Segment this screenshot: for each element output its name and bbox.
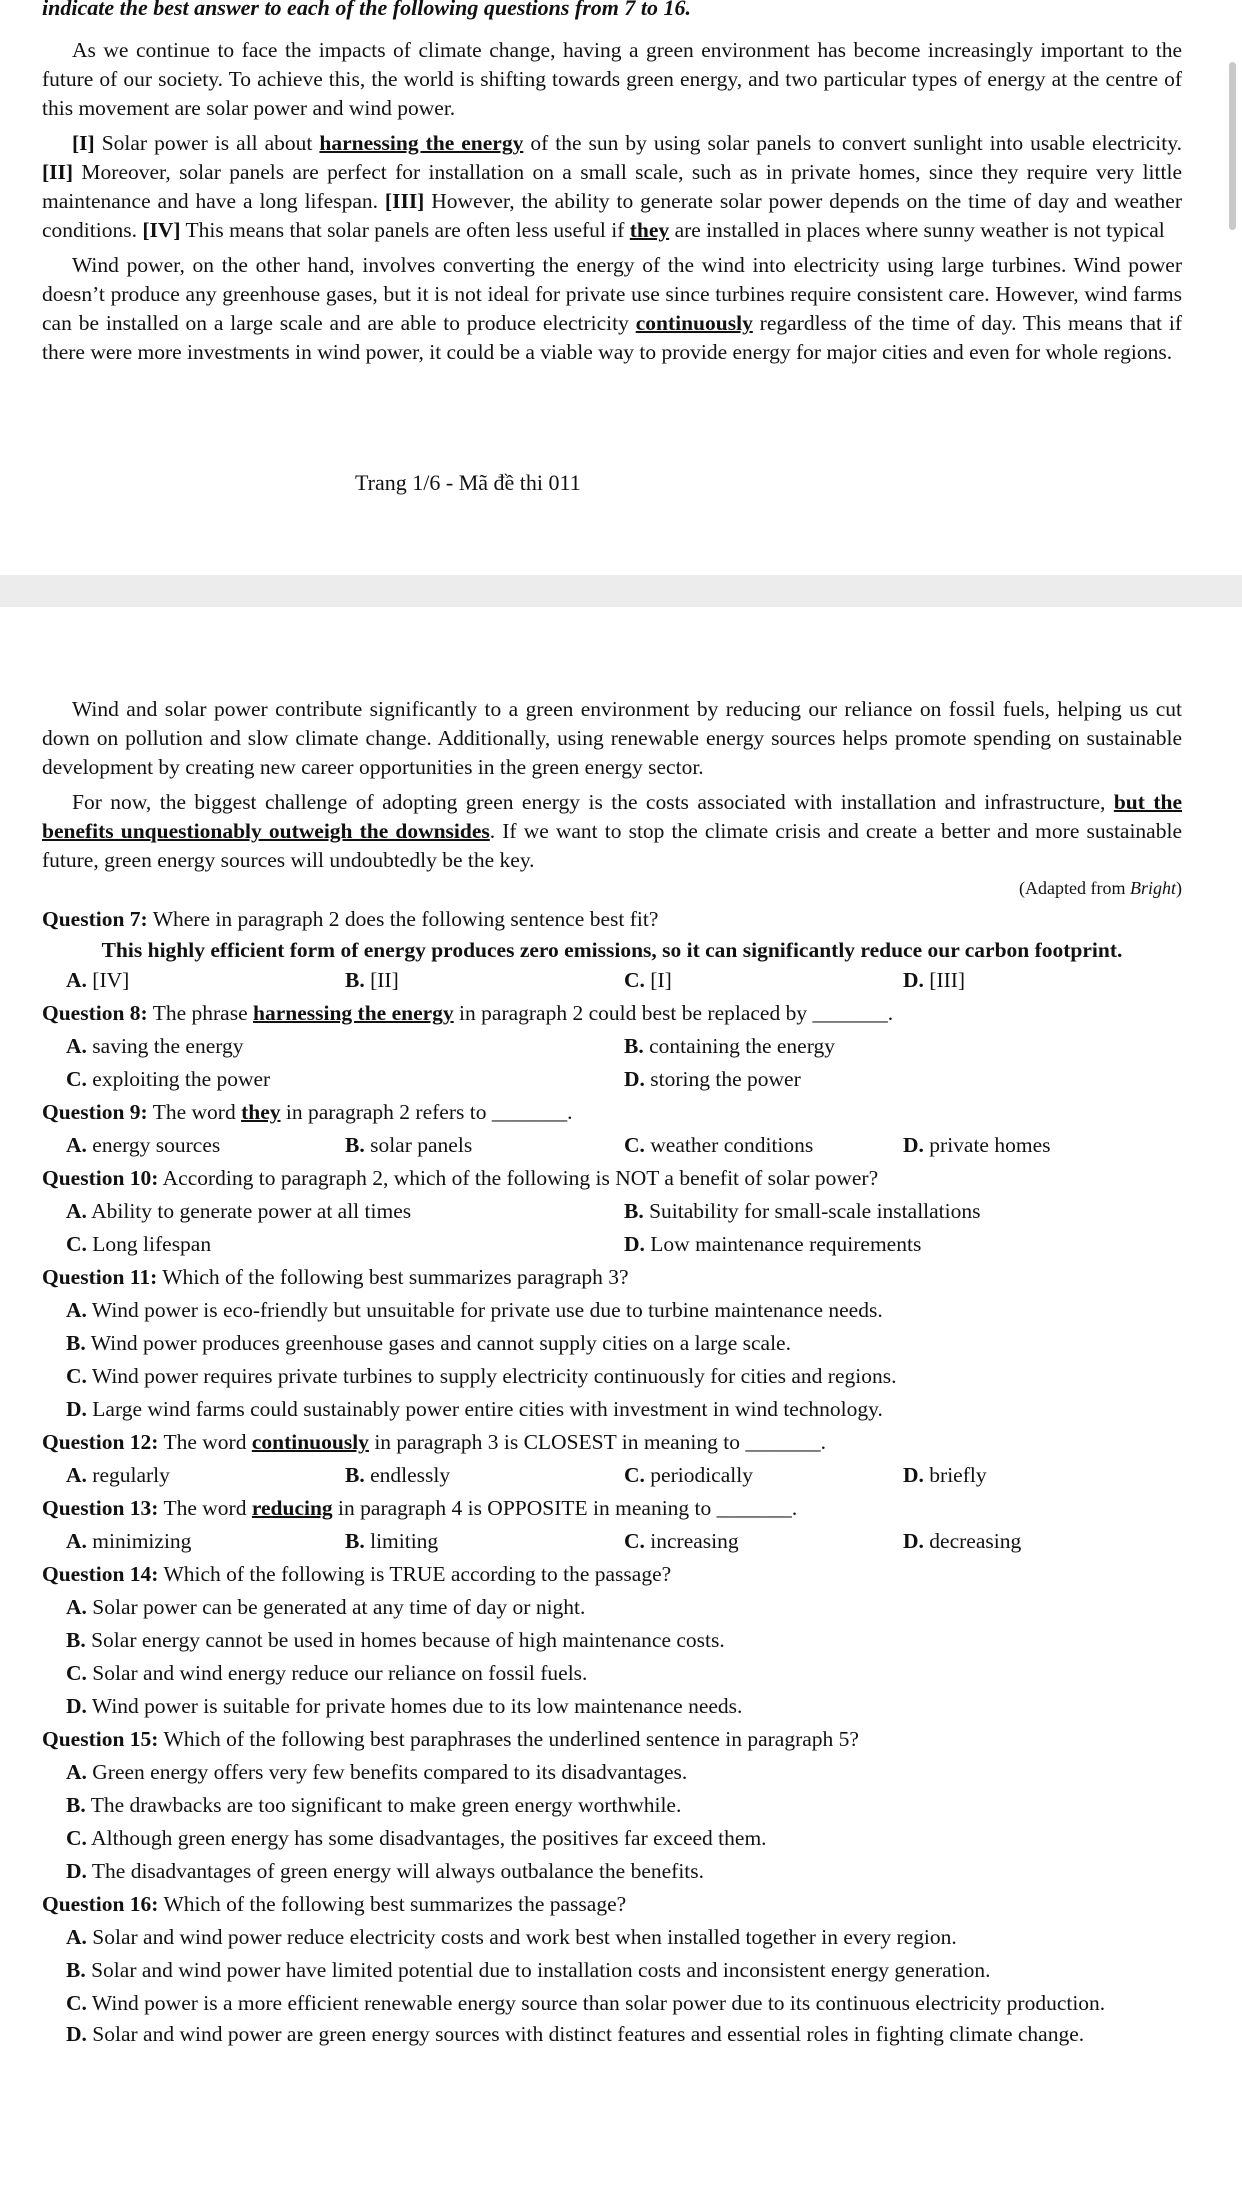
option-d[interactable]: D. private homes xyxy=(903,1133,1051,1157)
page-1 xyxy=(0,0,1242,575)
option-d[interactable]: D. The disadvantages of green energy will always outbalance the benefits. xyxy=(66,1859,705,1883)
option-c[interactable]: C. Wind power requires private turbines to supply electricity continuously for cities and regions. xyxy=(66,1364,897,1388)
page-footer: Trang 1/6 - Mã đề thi 011 xyxy=(355,470,581,495)
option-c[interactable]: C. Although green energy has some disadvantages, the positives far exceed them. xyxy=(66,1826,767,1850)
option-b[interactable]: B. Suitability for small-scale installations xyxy=(624,1199,981,1223)
option-b[interactable]: B. Solar and wind power have limited potential due to installation costs and inconsistent energy generation. xyxy=(66,1958,991,1982)
option-a[interactable]: A. Solar power can be generated at any time of day or night. xyxy=(66,1595,586,1619)
question-14: Question 14: Which of the following is TRUE according to the passage? A. Solar power can be generated at any time of day or night. B. Solar energy cannot be used in homes because of high maintenance costs. C. Solar and wind energy reduce our reliance on fossil fuels. D. Wind power is suitable for private homes due to its low maintenance needs. xyxy=(42,1558,1182,1723)
passage-top xyxy=(42,36,1182,373)
marker-3: [III] xyxy=(384,189,425,213)
option-c[interactable]: C. periodically xyxy=(624,1463,753,1487)
underlined-continuously: continuously xyxy=(635,311,753,335)
option-a[interactable]: A. saving the energy xyxy=(66,1034,244,1058)
scrollbar[interactable] xyxy=(1229,62,1236,230)
option-b[interactable]: B. [II] xyxy=(345,968,399,992)
option-b[interactable]: B. containing the energy xyxy=(624,1034,835,1058)
target-sentence: This highly efficient form of energy produces zero emissions, so it can significantly reduce our carbon footprint. xyxy=(101,938,1123,962)
option-a[interactable]: A. [IV] xyxy=(66,968,130,992)
marker-2: [II] xyxy=(42,160,74,184)
question-7: Question 7: Where in paragraph 2 does the following sentence best fit? This highly efficient form of energy produces zero emissions, so it can significantly reduce our carbon footprint. A. [IV] B. [II] C. [I] D. [III] xyxy=(42,903,1182,997)
question-16: Question 16: Which of the following best summarizes the passage? A. Solar and wind power reduce electricity costs and work best when installed together in every region. B. Solar and wind power have limited potential due to installation costs and inconsistent energy generation. C. Wind power is a more efficient renewable energy source than solar power due to its continuous electricity production. D. Solar and wind power are green energy sources with distinct features and essential roles in fighting climate change. xyxy=(42,1888,1182,2049)
option-b[interactable]: B. endlessly xyxy=(345,1463,451,1487)
underlined-sentence: but the benefits unquestionably outweigh the downsides xyxy=(42,790,1183,843)
underlined-term: continuously xyxy=(251,1430,369,1454)
option-c[interactable]: C. weather conditions xyxy=(624,1133,814,1157)
source-note: (Adapted from Bright) xyxy=(1019,878,1182,898)
marker-1: [I] xyxy=(72,131,95,155)
option-d[interactable]: D. Solar and wind power are green energy sources with distinct features and essential roles in fighting climate change. xyxy=(66,2022,1085,2046)
question-9: Question 9: The word they in paragraph 2 refers to _______. A. energy sources B. solar panels C. weather conditions D. private homes xyxy=(42,1096,1182,1162)
page-separator xyxy=(0,575,1242,607)
option-a[interactable]: A. Wind power is eco-friendly but unsuitable for private use due to turbine maintenance needs. xyxy=(66,1298,883,1322)
underlined-term: harnessing the energy xyxy=(253,1001,454,1025)
option-c[interactable]: C. Long lifespan xyxy=(66,1232,212,1256)
option-d[interactable]: D. briefly xyxy=(903,1463,987,1487)
option-a[interactable]: A. energy sources xyxy=(66,1133,221,1157)
paragraph-4: Wind and solar power contribute significantly to a green environment by reducing our reliance on fossil fuels, helping us cut down on pollution and slow climate change. Additionally, using renewable energy sources helps promote spending on sustainable development by creating new career opportunities in the green energy sector. xyxy=(42,697,1182,779)
option-b[interactable]: B. solar panels xyxy=(345,1133,473,1157)
question-10: Question 10: According to paragraph 2, which of the following is NOT a benefit of solar power? A. Ability to generate power at all times B. Suitability for small-scale installations C. Long lifespan D. Low maintenance requirements xyxy=(42,1162,1182,1261)
option-b[interactable]: B. Wind power produces greenhouse gases and cannot supply cities on a large scale. xyxy=(66,1331,791,1355)
page-2 xyxy=(0,607,1242,2211)
option-a[interactable]: A. Solar and wind power reduce electricity costs and work best when installed together in every region. xyxy=(66,1925,957,1949)
instruction-header: indicate the best answer to each of the following questions from 7 to 16. xyxy=(42,0,692,20)
option-c[interactable]: C. increasing xyxy=(624,1529,739,1553)
question-15: Question 15: Which of the following best paraphrases the underlined sentence in paragraph 5? A. Green energy offers very few benefits compared to its disadvantages. B. The drawbacks are too significant to make green energy worthwhile. C. Although green energy has some disadvantages, the positives far exceed them. D. The disadvantages of green energy will always outbalance the benefits. xyxy=(42,1723,1182,1888)
option-d[interactable]: D. Low maintenance requirements xyxy=(624,1232,922,1256)
underlined-term: reducing xyxy=(251,1496,333,1520)
option-d[interactable]: D. Large wind farms could sustainably power entire cities with investment in wind technology. xyxy=(66,1397,883,1421)
paragraph-5: For now, the biggest challenge of adopting green energy is the costs associated with installation and infrastructure, but the benefits unquestionably outweigh the downsides. If we want to stop the climate crisis and create a better and more sustainable future, green energy sources will undoubtedly be the key. xyxy=(42,790,1183,872)
question-11: Question 11: Which of the following best summarizes paragraph 3? A. Wind power is eco-friendly but unsuitable for private use due to turbine maintenance needs. B. Wind power produces greenhouse gases and cannot supply cities on a large scale. C. Wind power requires private turbines to supply electricity continuously for cities and regions. D. Large wind farms could sustainably power entire cities with investment in wind technology. xyxy=(42,1261,1182,1426)
option-b[interactable]: B. Solar energy cannot be used in homes because of high maintenance costs. xyxy=(66,1628,725,1652)
question-13: Question 13: The word reducing in paragraph 4 is OPPOSITE in meaning to _______. A. minimizing B. limiting C. increasing D. decreasing xyxy=(42,1492,1182,1558)
option-a[interactable]: A. minimizing xyxy=(66,1529,192,1553)
underlined-harnessing: harnessing the energy xyxy=(319,131,524,155)
option-d[interactable]: D. [III] xyxy=(903,968,966,992)
underlined-they: they xyxy=(629,218,670,242)
option-a[interactable]: A. Green energy offers very few benefits compared to its disadvantages. xyxy=(66,1760,688,1784)
option-b[interactable]: B. limiting xyxy=(345,1529,439,1553)
question-list xyxy=(42,903,1182,2049)
option-d[interactable]: D. storing the power xyxy=(624,1067,801,1091)
option-c[interactable]: C. Solar and wind energy reduce our reliance on fossil fuels. xyxy=(66,1661,588,1685)
option-b[interactable]: B. The drawbacks are too significant to make green energy worthwhile. xyxy=(66,1793,682,1817)
question-8: Question 8: The phrase harnessing the energy in paragraph 2 could best be replaced by _______. A. saving the energy B. containing the energy C. exploiting the power D. storing the power xyxy=(42,997,1182,1096)
option-d[interactable]: D. Wind power is suitable for private homes due to its low maintenance needs. xyxy=(66,1694,743,1718)
option-c[interactable]: C. Wind power is a more efficient renewable energy source than solar power due to its continuous electricity production. xyxy=(66,1991,1106,2015)
passage-bottom xyxy=(42,695,1182,2049)
marker-4: [IV] xyxy=(142,218,181,242)
option-d[interactable]: D. decreasing xyxy=(903,1529,1022,1553)
underlined-term: they xyxy=(241,1100,281,1124)
option-c[interactable]: C. [I] xyxy=(624,968,672,992)
option-a[interactable]: A. Ability to generate power at all times xyxy=(66,1199,412,1223)
option-c[interactable]: C. exploiting the power xyxy=(66,1067,271,1091)
paragraph-3: Wind power, on the other hand, involves converting the energy of the wind into electricity using large turbines. Wind power doesn’t produce any greenhouse gases, but it is not ideal for private use since turbines require consistent care. However, wind farms can be installed on a large scale and are able to produce electricity continuously regardless of the time of day. This means that if there were more investments in wind power, it could be a viable way to provide energy for major cities and even for whole regions. xyxy=(42,253,1183,364)
option-a[interactable]: A. regularly xyxy=(66,1463,170,1487)
paragraph-2: [I] Solar power is all about harnessing the energy of the sun by using solar panels to convert sunlight into usable electricity. [II] Moreover, solar panels are perfect for installation on a small scale, such as in private homes, since they require very little maintenance and have a long lifespan. [III] However, the ability to generate solar power depends on the time of day and weather conditions. [IV] This means that solar panels are often less useful if they are installed in places where sunny weather is not typical xyxy=(42,131,1182,242)
paragraph-1: As we continue to face the impacts of climate change, having a green environment has become increasingly important to the future of our society. To achieve this, the world is shifting towards green energy, and two particular types of energy at the centre of this movement are solar power and wind power. xyxy=(42,38,1182,120)
question-12: Question 12: The word continuously in paragraph 3 is CLOSEST in meaning to _______. A. regularly B. endlessly C. periodically D. briefly xyxy=(42,1426,1182,1492)
